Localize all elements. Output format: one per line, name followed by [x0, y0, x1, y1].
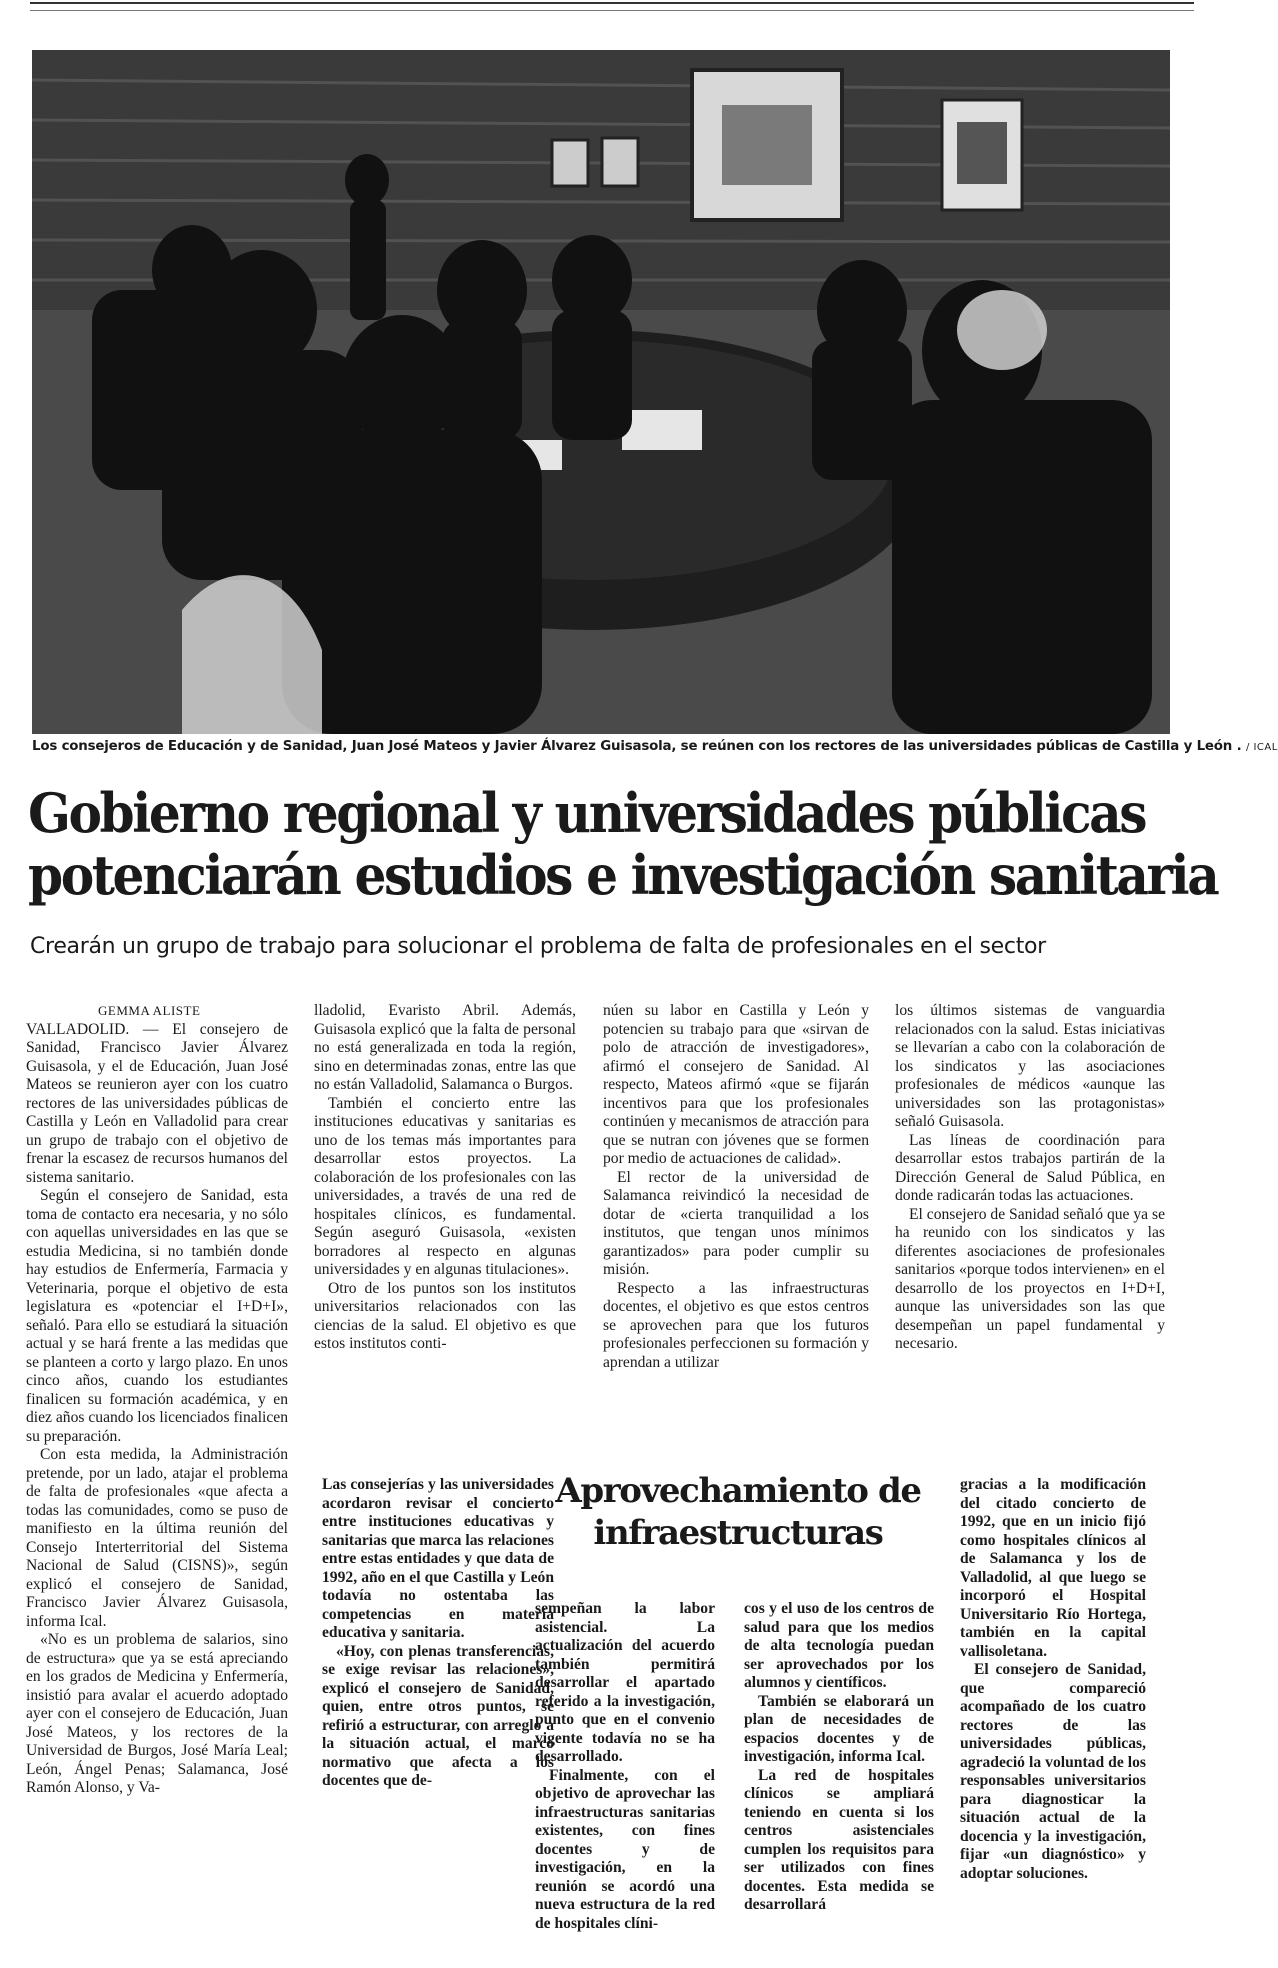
paragraph: «Hoy, con plenas transferencias, se exige revisar las relaciones», explicó el consejero de Sanidad, quien, entre otros puntos, se refirió a estructurar, con arreglo a la situación actual, el marco normativo que afecta a los docentes que de- — [322, 1642, 554, 1789]
paragraph: Las consejerías y las universidades acordaron revisar el concierto entre instituciones educativas y sanitarias que marca las relaciones entre estas entidades y que data de 1992, año en el que Castilla y León todavía no ostentaba las competencias en materia educativa y sanitaria. — [322, 1476, 554, 1641]
paragraph: También se elaborará un plan de necesidades de espacios docentes y de investigación, informa Ical. — [744, 1692, 934, 1765]
paragraph: los últimos sistemas de vanguardia relacionados con la salud. Estas iniciativas se llevarían a cabo con la colaboración de los sindicatos y las asociaciones profesionales de médicos «aunque las universidades son las protagonistas» señaló Guisasola. — [895, 1002, 1165, 1130]
meeting-photo — [32, 50, 1170, 734]
paragraph: «No es un problema de salarios, sino de estructura» que ya se está apreciando en los grados de Medicina y Enfermería, insistió para avalar el acuerdo adoptado ayer con el consejero de Educación, Juan José Mateos, y los rectores de la Universidad de Burgos, José María Leal; León, Ángel Penas; Salamanca, José Ramón Alonso, y Va- — [26, 1631, 288, 1796]
paragraph: El consejero de Sanidad señaló que ya se ha reunido con los sindicatos y las diferentes asociaciones de profesionales sanitarios «porque todos intervienen» en el desarrollo de los proyectos en I+D+I, aunque las universidades son las que desempeñan un papel fundamental y necesario. — [895, 1205, 1165, 1352]
subheadline: Crearán un grupo de trabajo para solucionar el problema de falta de profesionales en el sector — [30, 934, 1046, 959]
article-column-3 — [603, 1002, 869, 1442]
headline-line-2: potenciarán estudios e investigación sanitaria — [28, 843, 1218, 907]
paragraph: gracias a la modificación del citado concierto de 1992, que en un inicio fijó como hospitales clínicos al de Salamanca y los de Valladolid, al que luego se incorporó el Hospital Universitario Río Hortega, también en la capital vallisoletana. — [960, 1476, 1146, 1660]
paragraph: Respecto a las infraestructuras docentes, el objetivo es que estos centros se aprovechen para que los futuros profesionales perfeccionen su formación y aprendan a utilizar — [603, 1279, 869, 1371]
paragraph: Las líneas de coordinación para desarrollar estos trabajos partirán de la Dirección General de Salud Pública, en donde radicarán todas las actuaciones. — [895, 1131, 1165, 1204]
headline — [28, 781, 1218, 907]
paragraph: El consejero de Sanidad, que compareció acompañado de los cuatro rectores de las universidades públicas, agradeció la voluntad de los responsables universitarios para diagnosticar la situación actual de la docencia y la investigación, fijar «un diagnóstico» y adoptar soluciones. — [960, 1661, 1146, 1882]
paragraph: Finalmente, con el objetivo de aprovechar las infraestructuras sanitarias existentes, con fines docentes y de investigación, en la reunión se acordó una nueva estructura de la red de hospitales clíni- — [535, 1766, 715, 1932]
paragraph: Con esta medida, la Administración pretende, por un lado, atajar el problema de falta de profesionales «que afecta a todas las comunidades, como se puso de manifiesto en la última reunión del Consejo Interterritorial del Sistema Nacional de Salud (CISNS)», según explicó el consejero de Sanidad, Francisco Javier Álvarez Guisasola, informa Ical. — [26, 1446, 288, 1630]
sidebar-column-1 — [322, 1476, 554, 1956]
sidebar-column-4 — [960, 1476, 1146, 1958]
paragraph: VALLADOLID. — El consejero de Sanidad, Francisco Javier Álvarez Guisasola, y el de Educación, Juan José Mateos se reunieron ayer con los cuatro rectores de las universidades públicas de Castilla y León en Valladolid para crear un grupo de trabajo con el objetivo de frenar la escasez de recursos humanos del sistema sanitario. — [26, 1020, 288, 1186]
caption-text: Los consejeros de Educación y de Sanidad, Juan José Mateos y Javier Álvarez Guisasola, se reúnen con los rectores de las universidades públicas de Castilla y León . — [32, 739, 1242, 754]
top-rule — [30, 2, 1194, 11]
section-title: Aprovechamiento de infraestructuras — [555, 1471, 921, 1553]
sidebar-column-3 — [744, 1600, 934, 1958]
paragraph: sempeñan la labor asistencial. La actualización del acuerdo también permitirá desarrollar el apartado referido a la investigación, punto que en el convenio vigente todavía no se ha desarrollado. — [535, 1600, 715, 1765]
paragraph: cos y el uso de los centros de salud para que los medios de alta tecnología puedan ser aprovechados por los alumnos y científicos. — [744, 1600, 934, 1691]
headline-line-1: Gobierno regional y universidades públicas — [28, 781, 1146, 845]
article-column-4 — [895, 1002, 1165, 1442]
photo-caption — [32, 738, 1278, 756]
article-column-1 — [26, 1002, 288, 1957]
paragraph: núen su labor en Castilla y León y potencien su trabajo para que «sirvan de polo de atracción de investigadores», afirmó el consejero de Sanidad. Al respecto, Mateos afirmó «que se fijarán incentivos para que los profesionales continúen y mecanismos de atracción para que se nutran con jóvenes que se formen por medio de actuaciones de calidad». — [603, 1002, 869, 1167]
paragraph: El rector de la universidad de Salamanca reivindicó la necesidad de dotar de «cierta tranquilidad a los institutos, que tengan unos mínimos garantizados» para poder cumplir su misión. — [603, 1168, 869, 1278]
paragraph: lladolid, Evaristo Abril. Además, Guisasola explicó que la falta de personal no está generalizada en toda la región, sino en determinadas zonas, entre las que no están Valladolid, Salamanca o Burgos. — [314, 1002, 576, 1093]
article-column-2 — [314, 1002, 576, 1442]
paragraph: Otro de los puntos son los institutos universitarios relacionados con las ciencias de la salud. El objetivo es que estos institutos conti- — [314, 1279, 576, 1352]
byline: GEMMA ALISTE — [98, 1003, 201, 1018]
paragraph: La red de hospitales clínicos se ampliará teniendo en cuenta si los centros asistenciales cumplen los requisitos para ser utilizados con fines docentes. Esta medida se desarrollará — [744, 1766, 934, 1913]
sidebar-column-2 — [535, 1600, 715, 1958]
paragraph: Según el consejero de Sanidad, esta toma de contacto era necesaria, y no sólo con aquellas universidades en las que se estudia Medicina, si no también donde hay estudios de Enfermería, Farmacia y Veterinaria, porque el objetivo de esta legislatura es «potenciar el I+D+I», señaló. Para ello se estudiará la situación actual y se hará frente a las medidas que se planteen a corto y largo plazo. En unos cinco años, cuando los estudiantes finalicen su formación académica, y en diez años cuando los licenciados finalicen su preparación. — [26, 1187, 288, 1445]
paragraph: También el concierto entre las instituciones educativas y sanitarias es uno de los temas más importantes para desarrollar estos proyectos. La colaboración de los profesionales con las universidades, a través de una red de hospitales clínicos, es fundamental. Según aseguró Guisasola, «existen borradores al respecto en algunas universidades y en algunas titulaciones». — [314, 1094, 576, 1278]
photo-credit: / ICAL — [1245, 742, 1278, 753]
